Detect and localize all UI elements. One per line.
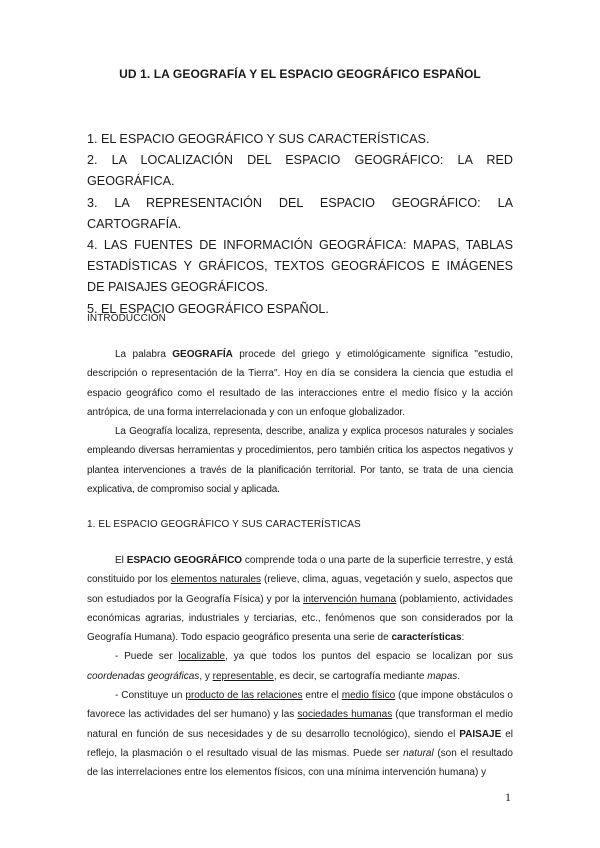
keyword-geografia: GEOGRAFÍA (172, 349, 233, 360)
page-title: UD 1. LA GEOGRAFÍA Y EL ESPACIO GEOGRÁFICO ESPAÑOL (119, 67, 481, 81)
toc-item: 3. LA REPRESENTACIÓN DEL ESPACIO GEOGRÁFICO: LA CARTOGRAFÍA. (87, 195, 513, 231)
toc-item: 5. EL ESPACIO GEOGRÁFICO ESPAÑOL. (87, 301, 329, 316)
term-natural: natural (403, 747, 434, 759)
section-paragraph: El ESPACIO GEOGRÁFICO comprende toda o una parte de la superficie terrestre, y está constituido por los elementos naturales (relieve, clima, aguas, vegetación y suelo, aspectos que son estudiados por la Geografía Física) y por la intervención humana (poblamiento, actividades económicas agrarias, industriales y terciarias, etc., fenómenos que son considerados por la Geografía Humana). Todo espacio geográfico presenta una serie de características: (87, 555, 513, 644)
keyword-paisaje: PAISAJE (459, 728, 502, 740)
toc-item: 4. LAS FUENTES DE INFORMACIÓN GEOGRÁFICA: MAPAS, TABLAS ESTADÍSTICAS Y GRÁFICOS, TEXTOS GEOGRÁFICOS E IMÁGENES DE PAISAJES GEOGRÁFICOS. (87, 238, 513, 295)
section-body (87, 551, 513, 783)
term-representable: representable (212, 670, 274, 682)
term-coordenadas: coordenadas geográficas (87, 670, 200, 682)
toc-item: 1. EL ESPACIO GEOGRÁFICO Y SUS CARACTERÍSTICAS. (87, 132, 430, 146)
intro-body (87, 345, 513, 499)
intro-paragraph: La palabra GEOGRAFÍA procede del griego y etimológicamente significa "estudio, descripción o representación de la Tierra". Hoy en día se considera la ciencia que estudia el espacio geográfico como el resultado de las interacciones entre el medio físico y la acción antrópica, de una forma interrelacionada y con un enfoque globalizador. (87, 349, 513, 418)
term-localizable: localizable (178, 651, 226, 663)
term-intervencion-humana: intervención humana (303, 593, 397, 605)
toc-item: 2. LA LOCALIZACIÓN DEL ESPACIO GEOGRÁFICO: LA RED GEOGRÁFICA. (87, 153, 513, 189)
section-heading: 1. EL ESPACIO GEOGRÁFICO Y SUS CARACTERÍSTICAS (87, 519, 361, 530)
term-producto-relaciones: producto de las relaciones (185, 690, 303, 702)
page-number: 1 (505, 790, 511, 804)
table-of-contents (87, 129, 513, 320)
bullet-item: - Puede ser localizable, ya que todos los puntos del espacio se localizan por sus coordenadas geográficas, y representable, es decir, se cartografía mediante mapas. (87, 651, 513, 682)
term-medio-fisico: medio físico (341, 690, 396, 702)
keyword-caracteristicas: características (391, 632, 462, 644)
term-mapas: mapas (427, 670, 458, 682)
intro-heading: INTRODUCCIÓN (87, 313, 166, 324)
keyword-espacio-geografico: ESPACIO GEOGRÁFICO (126, 555, 243, 566)
term-elementos-naturales: elementos naturales (170, 574, 262, 586)
intro-paragraph: La Geografía localiza, representa, describe, analiza y explica procesos naturales y sociales empleando diversas herramientas y procedimientos, pero también critica los aspectos negativos y plantea intervenciones a través de la planificación territorial. Por tanto, se trata de una ciencia explicativa, de compromiso social y aplicada. (87, 426, 513, 496)
bullet-item: - Constituye un producto de las relaciones entre el medio físico (que impone obstáculos o favorece las actividades del ser humano) y las sociedades humanas (que transforman el medio natural en función de sus necesidades y de su desarrollo tecnológico), siendo el PAISAJE el reflejo, la plasmación o el resultado visual de las mismas. Puede ser natural (son el resultado de las interrelaciones entre los elementos físicos, con una mínima intervención humana) y (87, 690, 513, 779)
term-sociedades-humanas: sociedades humanas (297, 709, 393, 721)
